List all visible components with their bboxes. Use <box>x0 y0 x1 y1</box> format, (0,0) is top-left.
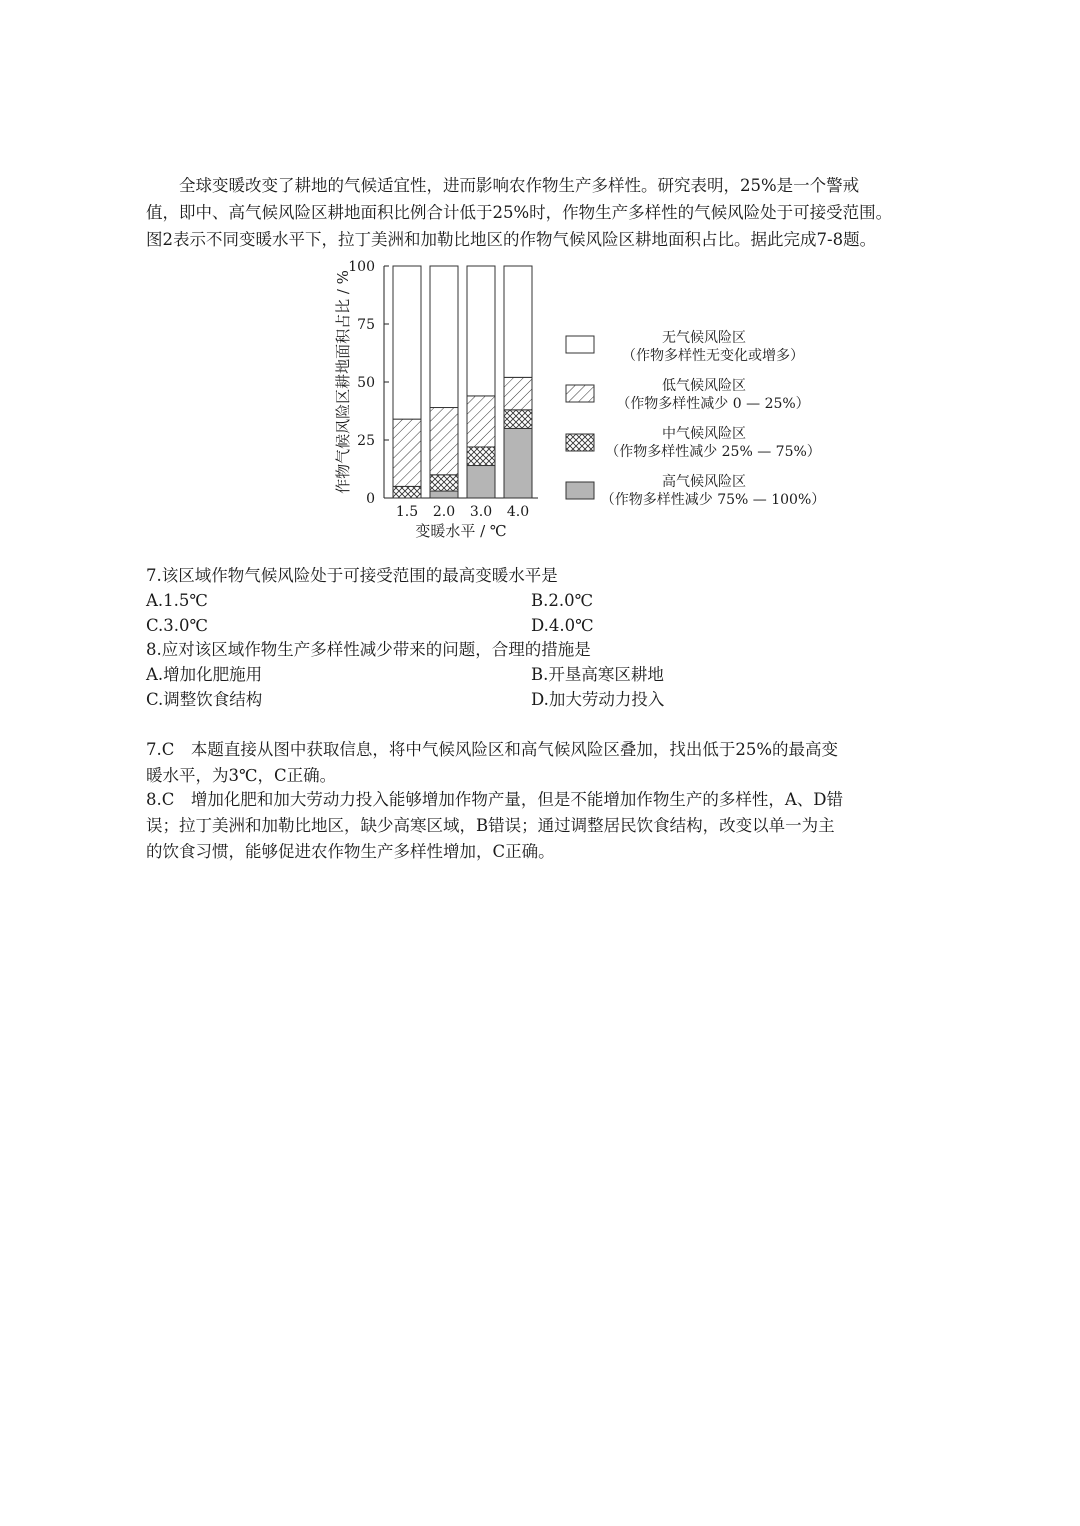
answer-8-line-3: 的饮食习惯，能够促进农作物生产多样性增加，C正确。 <box>146 842 555 861</box>
legend-swatch-none <box>566 336 594 353</box>
bar-segment-no-risk <box>504 266 532 377</box>
x-tick-label: 3.0 <box>469 504 493 520</box>
question-8-option-c: C.调整饮食结构 <box>146 690 263 709</box>
answer-8-line-1: 8.C 增加化肥和加大劳动力投入能够增加作物产量，但是不能增加作物生产的多样性，A、D错 <box>146 790 844 809</box>
intro-line-2: 值，即中、高气候风险区耕地面积比例合计低于25%时，作物生产多样性的气候风险处于可接受范围。 <box>146 203 893 222</box>
y-tick-label: 0 <box>366 491 375 507</box>
y-axis-label: 作物气候风险区耕地面积占比 / % <box>334 270 352 494</box>
legend-swatch-high <box>566 482 594 499</box>
legend-swatch-low <box>566 385 594 402</box>
bar-segment-high-risk <box>430 491 458 498</box>
x-tick-label: 2.0 <box>432 504 456 520</box>
bars-group <box>393 266 532 498</box>
x-ticks <box>396 504 529 520</box>
answer-7 <box>146 737 946 789</box>
intro-paragraph <box>146 172 946 253</box>
legend-label: 高气候风险区 <box>662 474 746 490</box>
y-tick-label: 25 <box>357 433 375 449</box>
x-tick-label: 1.5 <box>395 504 419 520</box>
bar-segment-no-risk <box>430 266 458 408</box>
bar-segment-low-risk <box>467 396 495 447</box>
answer-8-line-2: 误；拉丁美洲和加勒比地区，缺少高寒区域，B错误；通过调整居民饮食结构，改变以单一为主 <box>146 816 835 835</box>
answer-8 <box>146 787 946 865</box>
question-7-stem: 7.该区域作物气候风险处于可接受范围的最高变暖水平是 <box>146 566 558 585</box>
legend-note: （作物多样性减少 75% — 100%） <box>600 492 826 508</box>
intro-line-1: 全球变暖改变了耕地的气候适宜性，进而影响农作物生产多样性。研究表明，25%是一个警戒 <box>179 176 860 195</box>
bar-segment-high-risk <box>504 428 532 498</box>
bar-segment-medium-risk <box>504 410 532 429</box>
y-tick-label: 50 <box>357 375 375 391</box>
legend-note: （作物多样性减少 0 — 25%） <box>616 396 810 412</box>
y-tick-label: 75 <box>357 317 375 333</box>
bar-segment-low-risk <box>430 408 458 475</box>
legend-label: 低气候风险区 <box>662 378 746 394</box>
y-tick-label: 100 <box>348 259 375 275</box>
bar-segment-no-risk <box>393 266 421 419</box>
bar-segment-low-risk <box>393 419 421 486</box>
intro-line-3: 图2表示不同变暖水平下，拉丁美洲和加勒比地区的作物气候风险区耕地面积占比。据此完成7-8题。 <box>146 230 877 249</box>
question-7-option-c: C.3.0℃ <box>146 616 208 635</box>
bar-segment-no-risk <box>467 266 495 396</box>
bar-segment-medium-risk <box>393 486 421 498</box>
y-ticks <box>348 259 389 507</box>
legend-note: （作物多样性无变化或增多） <box>622 348 804 364</box>
question-8-stem: 8.应对该区域作物生产多样性减少带来的问题，合理的措施是 <box>146 640 591 659</box>
question-7-option-a: A.1.5℃ <box>146 591 208 610</box>
legend-swatch-medium <box>566 434 594 451</box>
question-7-option-d: D.4.0℃ <box>531 616 594 635</box>
bar-segment-high-risk <box>467 466 495 498</box>
question-7-option-b: B.2.0℃ <box>531 591 594 610</box>
legend-note: （作物多样性减少 25% — 75%） <box>605 444 821 460</box>
question-8-option-b: B.开垦高寒区耕地 <box>531 665 664 684</box>
legend-label: 中气候风险区 <box>662 426 746 442</box>
question-8-option-a: A.增加化肥施用 <box>146 665 263 684</box>
answer-7-line-1: 7.C 本题直接从图中获取信息，将中气候风险区和高气候风险区叠加，找出低于25%的最高变 <box>146 740 839 759</box>
answer-7-line-2: 暖水平，为3℃，C正确。 <box>146 766 337 785</box>
bar-segment-low-risk <box>504 377 532 409</box>
x-tick-label: 4.0 <box>506 504 530 520</box>
bar-segment-medium-risk <box>467 447 495 466</box>
legend <box>566 330 825 508</box>
question-8-option-d: D.加大劳动力投入 <box>531 690 665 709</box>
x-axis-label: 变暖水平 / ℃ <box>415 522 507 540</box>
stacked-bar-chart <box>330 254 850 544</box>
legend-label: 无气候风险区 <box>662 330 746 346</box>
bar-segment-medium-risk <box>430 475 458 491</box>
